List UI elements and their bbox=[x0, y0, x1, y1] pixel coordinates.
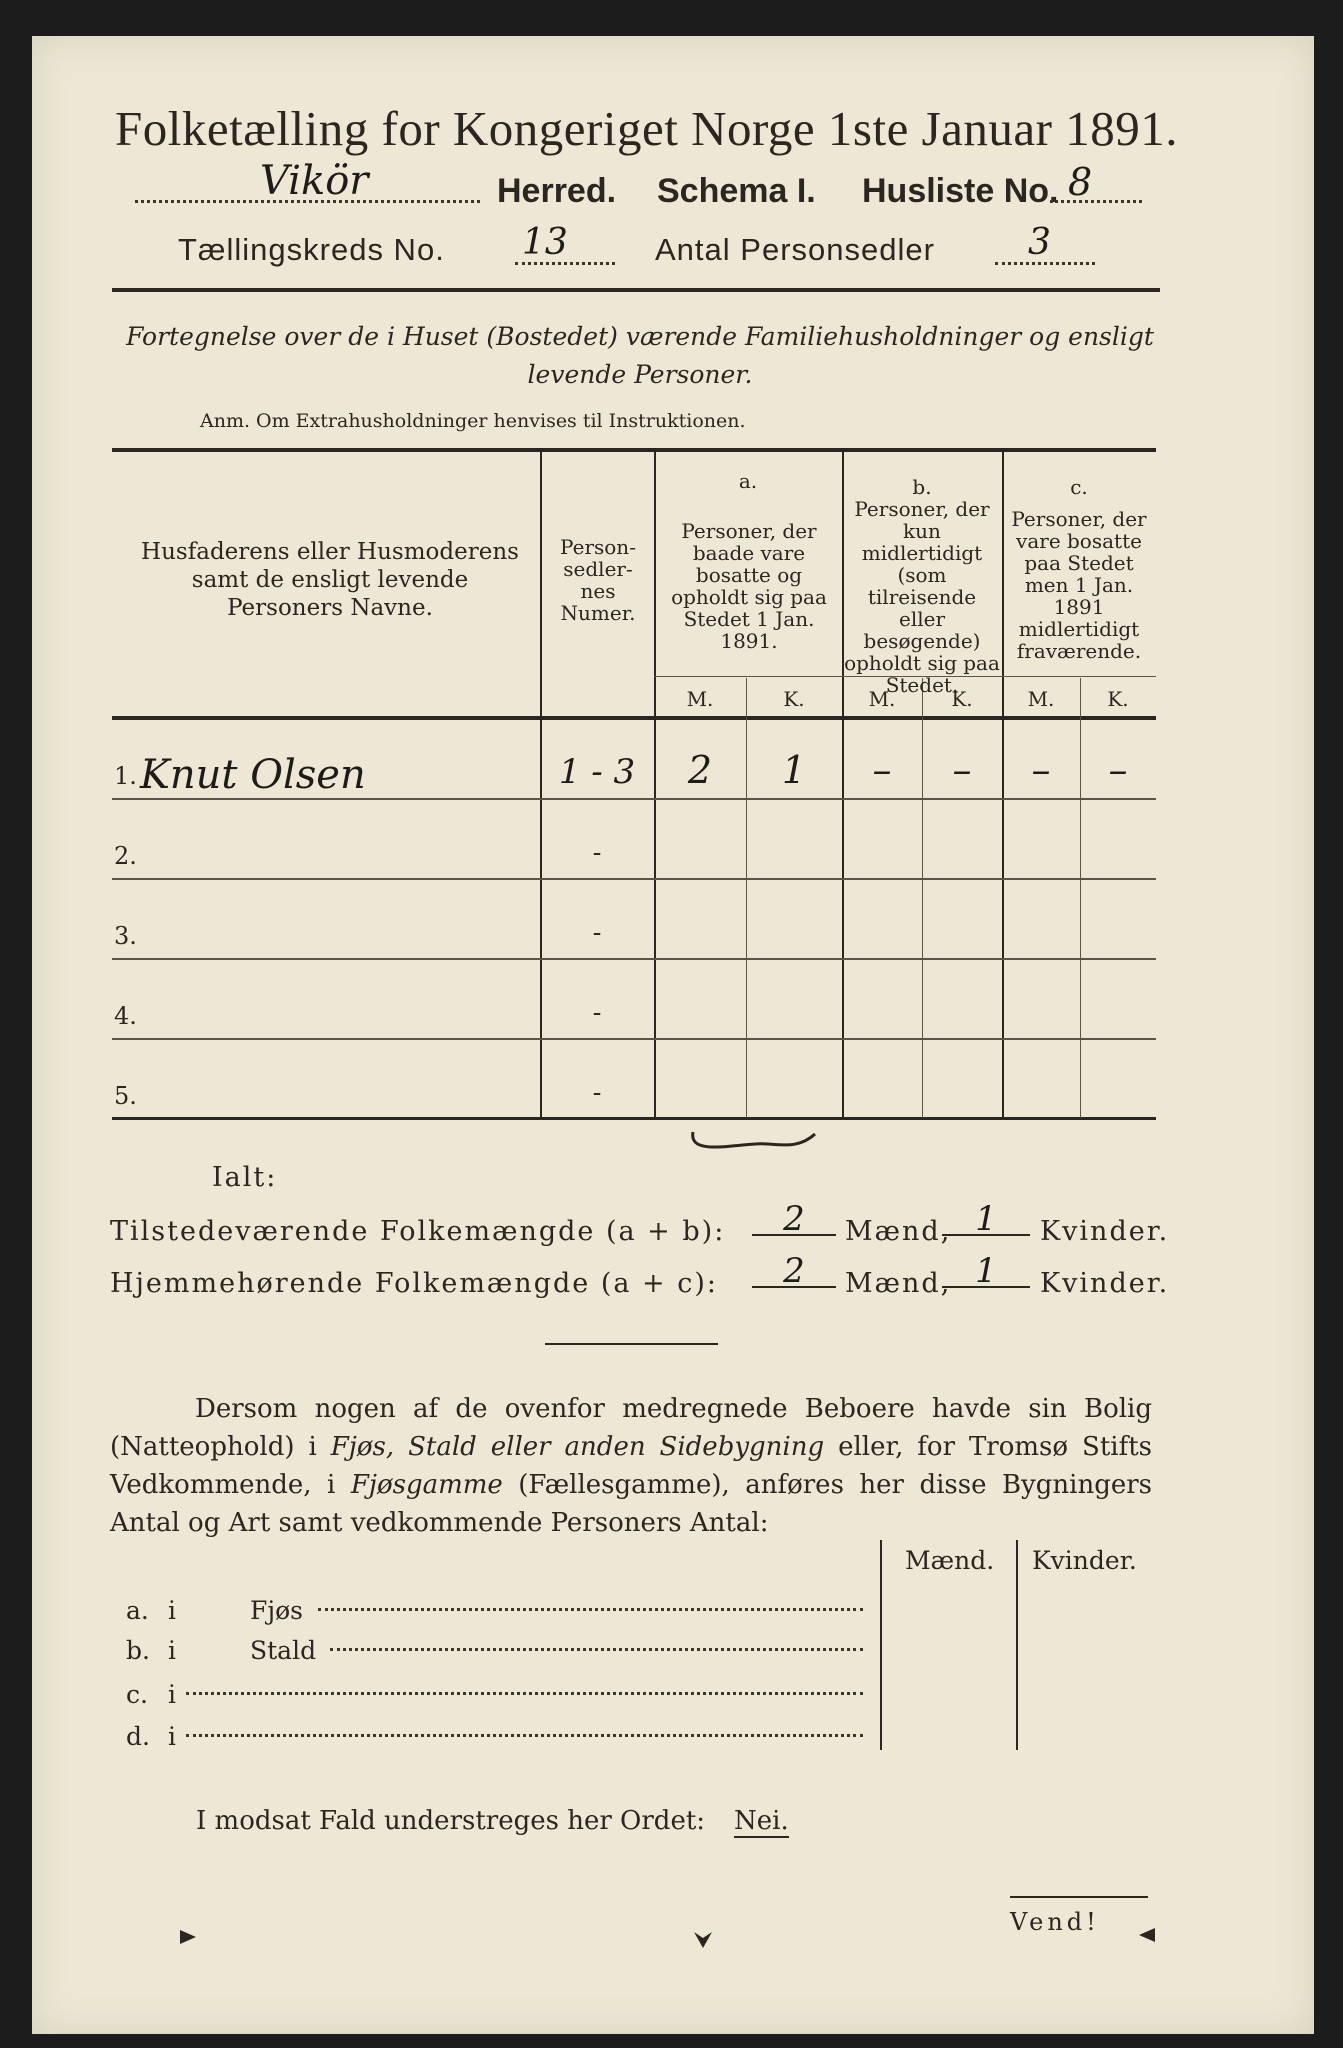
table-top-rule bbox=[112, 448, 1156, 452]
hjemme-kvinder-value: 1 bbox=[942, 1256, 1030, 1288]
tilstede-kvinder-value: 1 bbox=[942, 1204, 1030, 1236]
kvinder-label: Kvinder. bbox=[1040, 1216, 1170, 1247]
row-rule bbox=[112, 878, 1156, 880]
table-header-rule bbox=[112, 716, 1156, 720]
household-name: Knut Olsen bbox=[140, 752, 366, 798]
table-bottom-rule bbox=[112, 1117, 1156, 1120]
kvinder-label: Kvinder. bbox=[1040, 1268, 1170, 1299]
bygning-item-letter: d. bbox=[126, 1722, 150, 1751]
bygning-item-label: Stald bbox=[250, 1636, 317, 1665]
sedler-range: - bbox=[592, 998, 602, 1028]
sedler-range: 1 - 3 bbox=[558, 752, 636, 792]
husliste-label: Husliste No. bbox=[862, 172, 1059, 210]
registration-mark-icon bbox=[178, 1928, 200, 1946]
paragraph-italic: Fjøsgamme bbox=[350, 1470, 503, 1500]
bygning-col-divider bbox=[1016, 1540, 1018, 1750]
bygning-item-letter: a. bbox=[126, 1596, 149, 1625]
header-a-k: K. bbox=[783, 687, 805, 711]
c-kvinder-value: – bbox=[1108, 748, 1128, 792]
c-maend-value: – bbox=[1031, 748, 1051, 792]
header-b: Personer, der kun midlertidigt (som tilreisende eller besøgende) opholdt sig paa Stedet. bbox=[844, 497, 1000, 697]
header-c-m: M. bbox=[1027, 687, 1055, 711]
row-rule bbox=[112, 958, 1156, 960]
nei-word: Nei. bbox=[734, 1806, 789, 1836]
row-number: 3. bbox=[114, 922, 137, 950]
col-subdivider bbox=[1080, 678, 1081, 1118]
header-a-m: M. bbox=[686, 687, 714, 711]
vend-rule bbox=[1010, 1896, 1148, 1898]
bygning-maend-header: Mænd. bbox=[905, 1546, 995, 1575]
row-number: 5. bbox=[114, 1082, 137, 1110]
hjemme-label: Hjemmehørende Folkemængde (a + c): bbox=[110, 1268, 718, 1299]
antal-value: 3 bbox=[1028, 222, 1051, 263]
header-c-k: K. bbox=[1107, 687, 1129, 711]
leader-dots bbox=[330, 1648, 863, 1651]
bygning-kvinder-header: Kvinder. bbox=[1032, 1546, 1137, 1575]
header-b-letter: b. bbox=[912, 475, 932, 499]
leader-dots bbox=[318, 1608, 863, 1611]
header-b-m: M. bbox=[868, 687, 896, 711]
tilstede-maend-value: 2 bbox=[752, 1204, 836, 1236]
title-rule bbox=[112, 288, 1160, 292]
herred-value: Vikör bbox=[260, 158, 369, 204]
husliste-value: 8 bbox=[1068, 160, 1093, 204]
check-mark-icon bbox=[685, 1124, 825, 1164]
row-number: 4. bbox=[114, 1002, 137, 1030]
sedler-range: - bbox=[592, 838, 602, 868]
bygning-paragraph bbox=[110, 1390, 1152, 1542]
leader-dots bbox=[186, 1692, 863, 1695]
col-subdivider bbox=[746, 678, 747, 1118]
header-c: Personer, der vare bosatte paa Stedet men 1 Jan. 1891 midlertidigt fraværende. bbox=[1011, 507, 1147, 663]
bygning-item-prep: i bbox=[168, 1680, 176, 1709]
bygning-item-letter: c. bbox=[126, 1680, 148, 1709]
row-number: 2. bbox=[114, 842, 137, 870]
registration-mark-icon bbox=[1135, 1926, 1157, 1944]
header-c-letter: c. bbox=[1070, 475, 1088, 499]
a-maend-value: 2 bbox=[687, 748, 713, 792]
maend-label: Mænd, bbox=[845, 1216, 952, 1247]
modsat-text: I modsat Fald understreges her Ordet: bbox=[196, 1806, 706, 1836]
hjemme-maend-value: 2 bbox=[752, 1256, 836, 1288]
header-a: Personer, der baade vare bosatte og opholdt sig paa Stedet 1 Jan. 1891. bbox=[671, 519, 827, 653]
header-sedler-numer: Person-sedler-nes Numer. bbox=[560, 535, 636, 625]
vend-text: Vend! bbox=[1010, 1908, 1100, 1936]
leader-dots bbox=[186, 1734, 863, 1737]
bygning-col-divider bbox=[880, 1540, 882, 1750]
header-names: Husfaderens eller Husmoderens samt de ensligt levende Personers Navne. bbox=[141, 539, 519, 621]
intro-text: Fortegnelse over de i Huset (Bostedet) værende Familiehusholdninger og ensligt levende Personer. bbox=[126, 322, 1154, 389]
header-a-letter: a. bbox=[738, 469, 758, 493]
b-kvinder-value: – bbox=[952, 748, 972, 792]
paragraph-italic: Fjøs, Stald eller anden Sidebygning bbox=[330, 1432, 825, 1462]
bygning-item-prep: i bbox=[168, 1722, 176, 1751]
kreds-value: 13 bbox=[522, 222, 568, 263]
col-subdivider bbox=[922, 678, 923, 1118]
kreds-label: Tællingskreds No. bbox=[178, 232, 445, 267]
paragraph-text: eller, for Tromsø Stifts Vedkommende, i bbox=[110, 1432, 1152, 1500]
section-divider bbox=[545, 1343, 718, 1345]
paragraph-text: (Fællesgamme), anføres her disse Bygningers Antal og Art samt vedkommende Personers Antal: bbox=[110, 1470, 1152, 1538]
sedler-range: - bbox=[592, 1078, 602, 1108]
antal-label: Antal Personsedler bbox=[655, 232, 935, 267]
bygning-item-letter: b. bbox=[126, 1636, 150, 1665]
bygning-item-prep: i bbox=[168, 1636, 176, 1665]
row-number: 1. bbox=[114, 762, 137, 790]
form-title: Folketælling for Kongeriget Norge 1ste Januar 1891. bbox=[115, 101, 1178, 156]
schema-label: Schema I. bbox=[657, 172, 816, 210]
anm-note: Anm. Om Extrahusholdninger henvises til Instruktionen. bbox=[200, 410, 746, 432]
header-b-k: K. bbox=[951, 687, 973, 711]
maend-label: Mænd, bbox=[845, 1268, 952, 1299]
paragraph-text: Dersom nogen af de ovenfor medregnede Beboere havde sin Bolig (Natteophold) i bbox=[110, 1394, 1152, 1462]
herred-label: Herred. bbox=[497, 172, 617, 210]
ialt-label: Ialt: bbox=[212, 1162, 278, 1193]
registration-mark-icon bbox=[692, 1930, 714, 1950]
row-rule bbox=[112, 1038, 1156, 1040]
bygning-item-label: Fjøs bbox=[250, 1596, 303, 1625]
tilstede-label: Tilstedeværende Folkemængde (a + b): bbox=[110, 1216, 726, 1247]
a-kvinder-value: 1 bbox=[781, 748, 807, 792]
bygning-item-prep: i bbox=[168, 1596, 176, 1625]
row-rule bbox=[112, 798, 1156, 800]
husliste-field-line bbox=[1050, 200, 1142, 203]
b-maend-value: – bbox=[872, 748, 892, 792]
sedler-range: - bbox=[592, 918, 602, 948]
